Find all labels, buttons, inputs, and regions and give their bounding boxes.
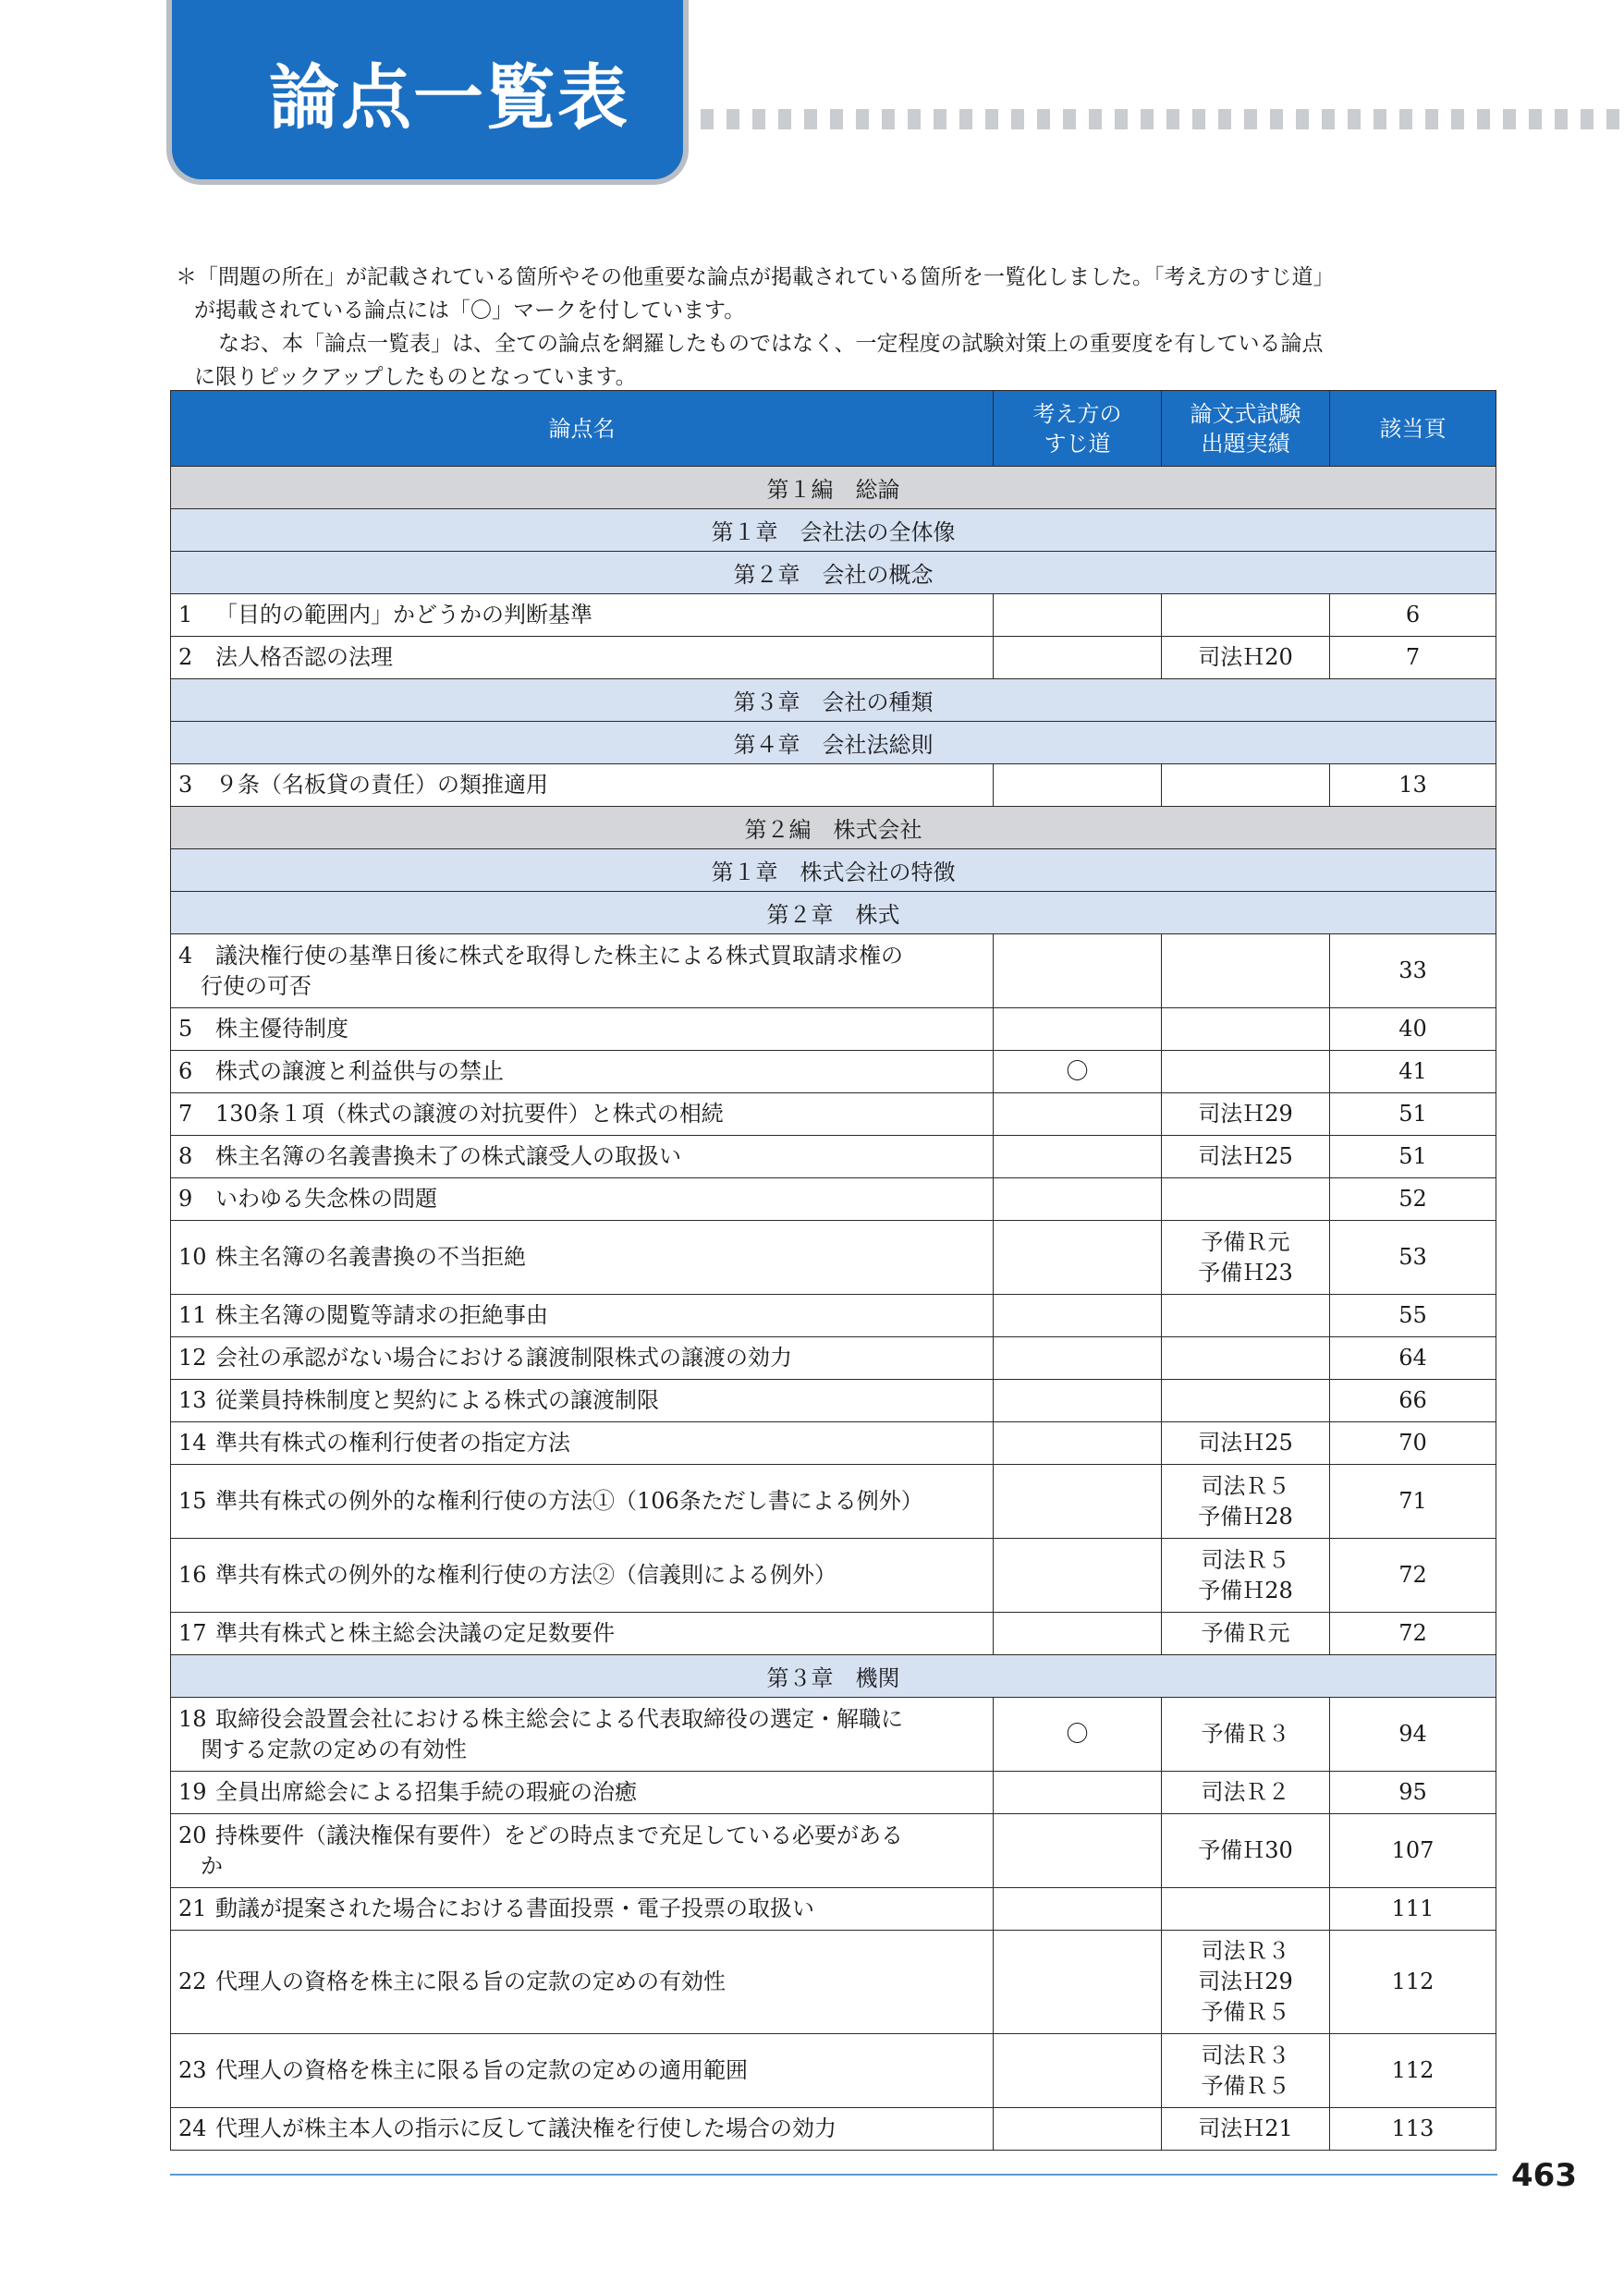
note-line: が掲載されている論点には「〇」マークを付しています。 (194, 299, 746, 323)
table-row (171, 1337, 1496, 1380)
table-row (171, 1613, 1496, 1655)
table-row (171, 1051, 1496, 1093)
exam-record-cell: 予備Ｒ元 (1162, 1613, 1330, 1655)
table-row (171, 1178, 1496, 1221)
chapter-heading: 第４章 会社法総則 (171, 722, 1496, 764)
chapter-row (171, 509, 1496, 552)
exam-record-cell: 予備Ｈ30 (1162, 1814, 1330, 1888)
approach-mark-cell (994, 1380, 1162, 1422)
table-row (171, 594, 1496, 637)
page-cell: 64 (1330, 1337, 1496, 1380)
note-line: なお、本「論点一覧表」は、全ての論点を網羅したものではなく、一定程度の試験対策上の重要度を有している論点 (218, 332, 1324, 356)
table-row (171, 1136, 1496, 1178)
table-row (171, 1221, 1496, 1295)
page-cell: 13 (1330, 764, 1496, 807)
table-row (171, 1888, 1496, 1931)
approach-mark-cell (994, 1772, 1162, 1814)
topic-name-cell: 23 代理人の資格を株主に限る旨の定款の定めの適用範囲 (171, 2034, 994, 2108)
chapter-heading: 第３章 会社の種類 (171, 679, 1496, 722)
topic-name-cell: 22 代理人の資格を株主に限る旨の定款の定めの有効性 (171, 1931, 994, 2034)
chapter-row (171, 722, 1496, 764)
page-cell: 112 (1330, 2034, 1496, 2108)
page-cell: 53 (1330, 1221, 1496, 1295)
topic-name-cell: 8 株主名簿の名義書換未了の株式譲受人の取扱い (171, 1136, 994, 1178)
table-row (171, 1093, 1496, 1136)
topic-name-cell: 9 いわゆる失念株の問題 (171, 1178, 994, 1221)
intro-notes (176, 261, 1499, 394)
part-heading: 第２編 株式会社 (171, 807, 1496, 849)
approach-mark-cell (994, 1814, 1162, 1888)
page-cell: 40 (1330, 1008, 1496, 1051)
chapter-row (171, 1655, 1496, 1698)
topic-name-cell: 12 会社の承認がない場合における譲渡制限株式の譲渡の効力 (171, 1337, 994, 1380)
table-row (171, 1931, 1496, 2034)
table-header-row (171, 391, 1496, 467)
header-approach: 考え方の すじ道 (994, 391, 1162, 467)
page-cell: 55 (1330, 1295, 1496, 1337)
approach-mark-cell (994, 1008, 1162, 1051)
page-cell: 95 (1330, 1772, 1496, 1814)
chapter-heading: 第１章 株式会社の特徴 (171, 849, 1496, 892)
header-exam-record: 論文式試験 出題実績 (1162, 391, 1330, 467)
table-row (171, 1772, 1496, 1814)
exam-record-cell: 司法Ｒ５ 予備Ｈ28 (1162, 1465, 1330, 1539)
table-row (171, 1814, 1496, 1888)
topic-table (170, 390, 1496, 2151)
topic-name-cell: 19 全員出席総会による招集手続の瑕疵の治癒 (171, 1772, 994, 1814)
approach-mark-cell (994, 1093, 1162, 1136)
header-page: 該当頁 (1330, 391, 1496, 467)
topic-name-cell: 11 株主名簿の閲覧等請求の拒絶事由 (171, 1295, 994, 1337)
chapter-row (171, 679, 1496, 722)
table-row (171, 1008, 1496, 1051)
topic-name-cell: 10 株主名簿の名義書換の不当拒絶 (171, 1221, 994, 1295)
exam-record-cell: 司法Ｒ２ (1162, 1772, 1330, 1814)
exam-record-cell (1162, 1051, 1330, 1093)
approach-mark-cell (994, 2034, 1162, 2108)
exam-record-cell (1162, 934, 1330, 1008)
page-cell: 107 (1330, 1814, 1496, 1888)
approach-mark-cell (994, 1136, 1162, 1178)
title-dotted-rule (701, 109, 1624, 129)
page-cell: 66 (1330, 1380, 1496, 1422)
topic-name-cell: 6 株式の譲渡と利益供与の禁止 (171, 1051, 994, 1093)
note-line: に限りピックアップしたものとなっています。 (194, 365, 637, 389)
table-row (171, 637, 1496, 679)
page-cell: 113 (1330, 2108, 1496, 2151)
approach-mark-cell (994, 1539, 1162, 1613)
exam-record-cell (1162, 594, 1330, 637)
topic-name-cell: 1 「目的の範囲内」かどうかの判断基準 (171, 594, 994, 637)
approach-mark-cell (994, 1888, 1162, 1931)
exam-record-cell: 司法Ｈ25 (1162, 1422, 1330, 1465)
part-heading: 第１編 総論 (171, 467, 1496, 509)
table-row (171, 2034, 1496, 2108)
page-cell: 70 (1330, 1422, 1496, 1465)
topic-name-cell: 17 準共有株式と株主総会決議の定足数要件 (171, 1613, 994, 1655)
exam-record-cell: 予備Ｒ元 予備Ｈ23 (1162, 1221, 1330, 1295)
exam-record-cell: 予備Ｒ３ (1162, 1698, 1330, 1772)
exam-record-cell (1162, 1337, 1330, 1380)
table-row (171, 1465, 1496, 1539)
table-row (171, 1539, 1496, 1613)
exam-record-cell (1162, 1888, 1330, 1931)
approach-mark-cell (994, 594, 1162, 637)
exam-record-cell (1162, 1178, 1330, 1221)
page-cell: 72 (1330, 1539, 1496, 1613)
approach-mark-cell: 〇 (994, 1698, 1162, 1772)
approach-mark-cell (994, 1931, 1162, 2034)
page-cell: 72 (1330, 1613, 1496, 1655)
approach-mark-cell (994, 1337, 1162, 1380)
approach-mark-cell: 〇 (994, 1051, 1162, 1093)
topic-name-cell: 15 準共有株式の例外的な権利行使の方法①（106条ただし書による例外） (171, 1465, 994, 1539)
approach-mark-cell (994, 1422, 1162, 1465)
header-topic-name: 論点名 (171, 391, 994, 467)
page-cell: 51 (1330, 1136, 1496, 1178)
table-row (171, 1380, 1496, 1422)
exam-record-cell: 司法Ｈ25 (1162, 1136, 1330, 1178)
approach-mark-cell (994, 2108, 1162, 2151)
topic-name-cell: 4 議決権行使の基準日後に株式を取得した株主による株式買取請求権の 行使の可否 (171, 934, 994, 1008)
exam-record-cell: 司法Ｈ21 (1162, 2108, 1330, 2151)
page-cell: 71 (1330, 1465, 1496, 1539)
approach-mark-cell (994, 1295, 1162, 1337)
exam-record-cell: 司法Ｈ20 (1162, 637, 1330, 679)
table-row (171, 1422, 1496, 1465)
topic-name-cell: 24 代理人が株主本人の指示に反して議決権を行使した場合の効力 (171, 2108, 994, 2151)
exam-record-cell: 司法Ｒ３ 予備Ｒ５ (1162, 2034, 1330, 2108)
table-row (171, 1295, 1496, 1337)
table-row (171, 2108, 1496, 2151)
topic-name-cell: 18 取締役会設置会社における株主総会による代表取締役の選定・解職に 関する定款の定めの有効性 (171, 1698, 994, 1772)
chapter-row (171, 552, 1496, 594)
approach-mark-cell (994, 934, 1162, 1008)
page-title: 論点一覧表 (269, 56, 629, 139)
exam-record-cell: 司法Ｈ29 (1162, 1093, 1330, 1136)
page-cell: 6 (1330, 594, 1496, 637)
footer-rule (170, 2174, 1497, 2176)
page-cell: 41 (1330, 1051, 1496, 1093)
page-cell: 52 (1330, 1178, 1496, 1221)
page-cell: 7 (1330, 637, 1496, 679)
topic-name-cell: 2 法人格否認の法理 (171, 637, 994, 679)
exam-record-cell: 司法Ｒ５ 予備Ｈ28 (1162, 1539, 1330, 1613)
exam-record-cell: 司法Ｒ３ 司法Ｈ29 予備Ｒ５ (1162, 1931, 1330, 2034)
chapter-heading: 第２章 株式 (171, 892, 1496, 934)
page-cell: 33 (1330, 934, 1496, 1008)
approach-mark-cell (994, 1178, 1162, 1221)
topic-name-cell: 21 動議が提案された場合における書面投票・電子投票の取扱い (171, 1888, 994, 1931)
page-cell: 94 (1330, 1698, 1496, 1772)
topic-name-cell: 13 従業員持株制度と契約による株式の譲渡制限 (171, 1380, 994, 1422)
exam-record-cell (1162, 764, 1330, 807)
table-row (171, 934, 1496, 1008)
exam-record-cell (1162, 1008, 1330, 1051)
approach-mark-cell (994, 1613, 1162, 1655)
page-number: 463 (1511, 2157, 1577, 2194)
topic-name-cell: 5 株主優待制度 (171, 1008, 994, 1051)
chapter-heading: 第２章 会社の概念 (171, 552, 1496, 594)
table-row (171, 764, 1496, 807)
approach-mark-cell (994, 637, 1162, 679)
note-line: ＊「問題の所在」が記載されている箇所やその他重要な論点が掲載されている箇所を一覧化しました。「考え方のすじ道」 (176, 265, 1335, 289)
topic-name-cell: 7 130条１項（株式の譲渡の対抗要件）と株式の相続 (171, 1093, 994, 1136)
topic-name-cell: 16 準共有株式の例外的な権利行使の方法②（信義則による例外） (171, 1539, 994, 1613)
page-cell: 111 (1330, 1888, 1496, 1931)
page-cell: 51 (1330, 1093, 1496, 1136)
topic-name-cell: 20 持株要件（議決権保有要件）をどの時点まで充足している必要がある か (171, 1814, 994, 1888)
approach-mark-cell (994, 1221, 1162, 1295)
chapter-row (171, 892, 1496, 934)
approach-mark-cell (994, 1465, 1162, 1539)
chapter-heading: 第１章 会社法の全体像 (171, 509, 1496, 552)
part-row (171, 467, 1496, 509)
exam-record-cell (1162, 1380, 1330, 1422)
part-row (171, 807, 1496, 849)
chapter-row (171, 849, 1496, 892)
page-cell: 112 (1330, 1931, 1496, 2034)
approach-mark-cell (994, 764, 1162, 807)
exam-record-cell (1162, 1295, 1330, 1337)
table-row (171, 1698, 1496, 1772)
chapter-heading: 第３章 機関 (171, 1655, 1496, 1698)
title-tab (166, 0, 689, 185)
topic-name-cell: 3 ９条（名板貸の責任）の類推適用 (171, 764, 994, 807)
topic-name-cell: 14 準共有株式の権利行使者の指定方法 (171, 1422, 994, 1465)
